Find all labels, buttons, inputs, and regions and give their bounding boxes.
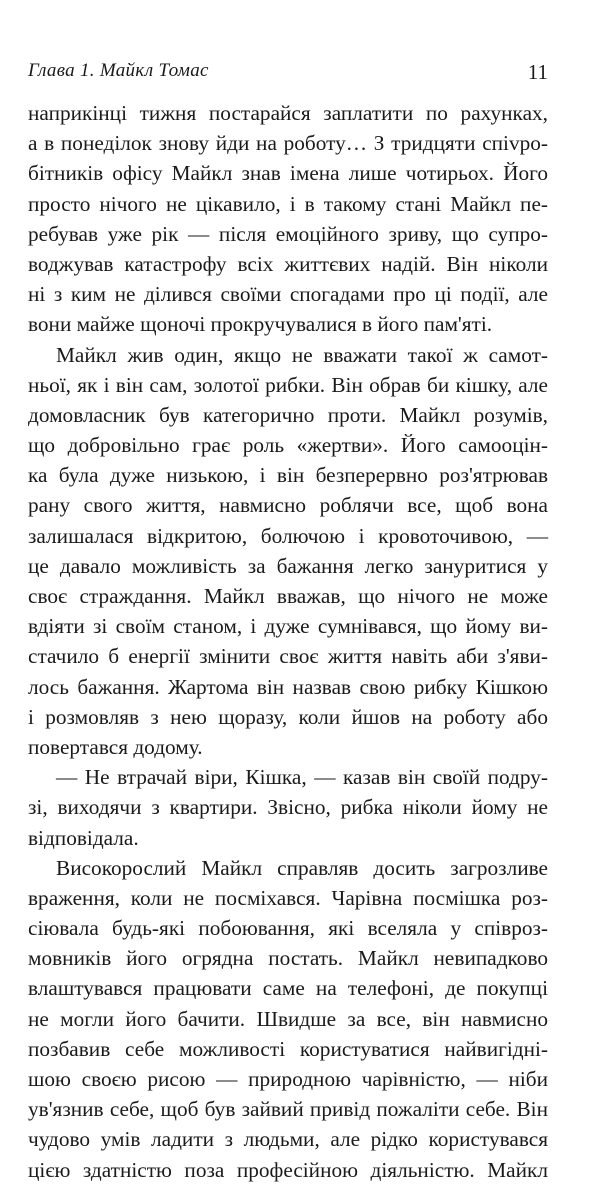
- running-head: [28, 60, 548, 90]
- text-line: і розмовляв з нею щоразу, коли йшов на роботу або: [28, 704, 548, 729]
- text-line: ньої, як і він сам, золотої рибки. Він обрав би кішку, але: [28, 372, 548, 397]
- text-line: ребував уже рік — після емоційного зриву, що супро-: [28, 221, 548, 246]
- paragraph: [28, 853, 548, 1185]
- text-line: домовласник був категорично проти. Майкл розумів,: [28, 402, 548, 427]
- text-line: не могли його бачити. Швидше за все, він навмисно: [28, 1006, 548, 1031]
- chapter-title: Глава 1. Майкл Томас: [28, 60, 209, 81]
- text-line: рану свого життя, навмисно роблячи все, щоб вона: [28, 493, 548, 518]
- text-line: лось бажання. Жартома він назвав свою рибку Кішкою: [28, 674, 548, 699]
- text-line: зі, виходячи з квартири. Звісно, рибка ніколи йому не: [28, 795, 548, 820]
- text-line: воджував катастрофу всіх життєвих надій. Він ніколи: [28, 251, 548, 276]
- text-line: враження, коли не посміхався. Чарівна посмішка роз-: [28, 885, 548, 910]
- text-line: — Не втрачай віри, Кішка, — казав він своїй подру-: [56, 765, 548, 790]
- text-line: відповідала.: [28, 825, 139, 850]
- paragraph: [28, 98, 548, 340]
- paragraph: [28, 340, 548, 763]
- text-line: наприкінці тижня постарайся заплатити по рахунках,: [28, 101, 548, 125]
- text-line: влаштувався працювати саме на телефоні, де покупці: [28, 976, 548, 1001]
- text-line: а в понеділок знову йди на роботу… З тридцяти спivро-: [28, 131, 548, 156]
- text-line: шою своєю рисою — природною чарівністю, — ніби: [28, 1067, 548, 1091]
- text-line: ув'язнив себе, щоб був зайвий привід пожаліти себе. Він: [28, 1097, 548, 1122]
- text-line: чудово умів ладити з людьми, але рідко користувався: [28, 1127, 548, 1152]
- paragraph: [28, 762, 548, 853]
- text-line: мовників його огрядна постать. Майкл невипадково: [28, 946, 548, 971]
- text-line: вони майже щоночі прокручувалися в його пам'яті.: [28, 312, 493, 337]
- text-line: своє страждання. Майкл вважав, що нічого не може: [28, 584, 548, 608]
- text-line: Високорослий Майкл справляв досить загрозливе: [56, 855, 548, 880]
- text-line: що добровільно грає роль «жертви». Його самооцін-: [28, 433, 548, 458]
- text-line: залишалася відкритою, болючою і кровоточивою, —: [28, 523, 548, 548]
- text-line: стачило б енергії змінити своє життя навіть аби з'яви-: [28, 644, 548, 669]
- text-line: бітників офісу Майкл знав імена лише чотирьох. Його: [28, 161, 548, 186]
- text-line: позбавив себе можливості користуватися найвигідні-: [28, 1036, 548, 1061]
- text-line: Майкл жив один, якщо не вважати такої ж самот-: [56, 342, 548, 367]
- page-number: 11: [527, 60, 548, 84]
- text-line: сіювала будь-які побоювання, які вселяла у співроз-: [28, 916, 548, 941]
- text-line: це давало можливість за бажання легко зануритися у: [28, 553, 548, 578]
- text-line: цією здатністю поза професійною діяльністю. Майкл: [28, 1157, 548, 1182]
- text-line: повертався додому.: [28, 734, 203, 759]
- text-line: ка була дуже низькою, і він безперервно роз'ятрював: [28, 463, 548, 488]
- text-line: ні з ким не ділився своїми спогадами про ці події, але: [28, 282, 548, 307]
- text-line: вдіяти зі своїм станом, і дуже сумнівався, що йому ви-: [28, 614, 548, 639]
- text-line: просто нічого не цікавило, і в такому стані Майкл пе-: [28, 191, 548, 216]
- body-text: [28, 98, 548, 1185]
